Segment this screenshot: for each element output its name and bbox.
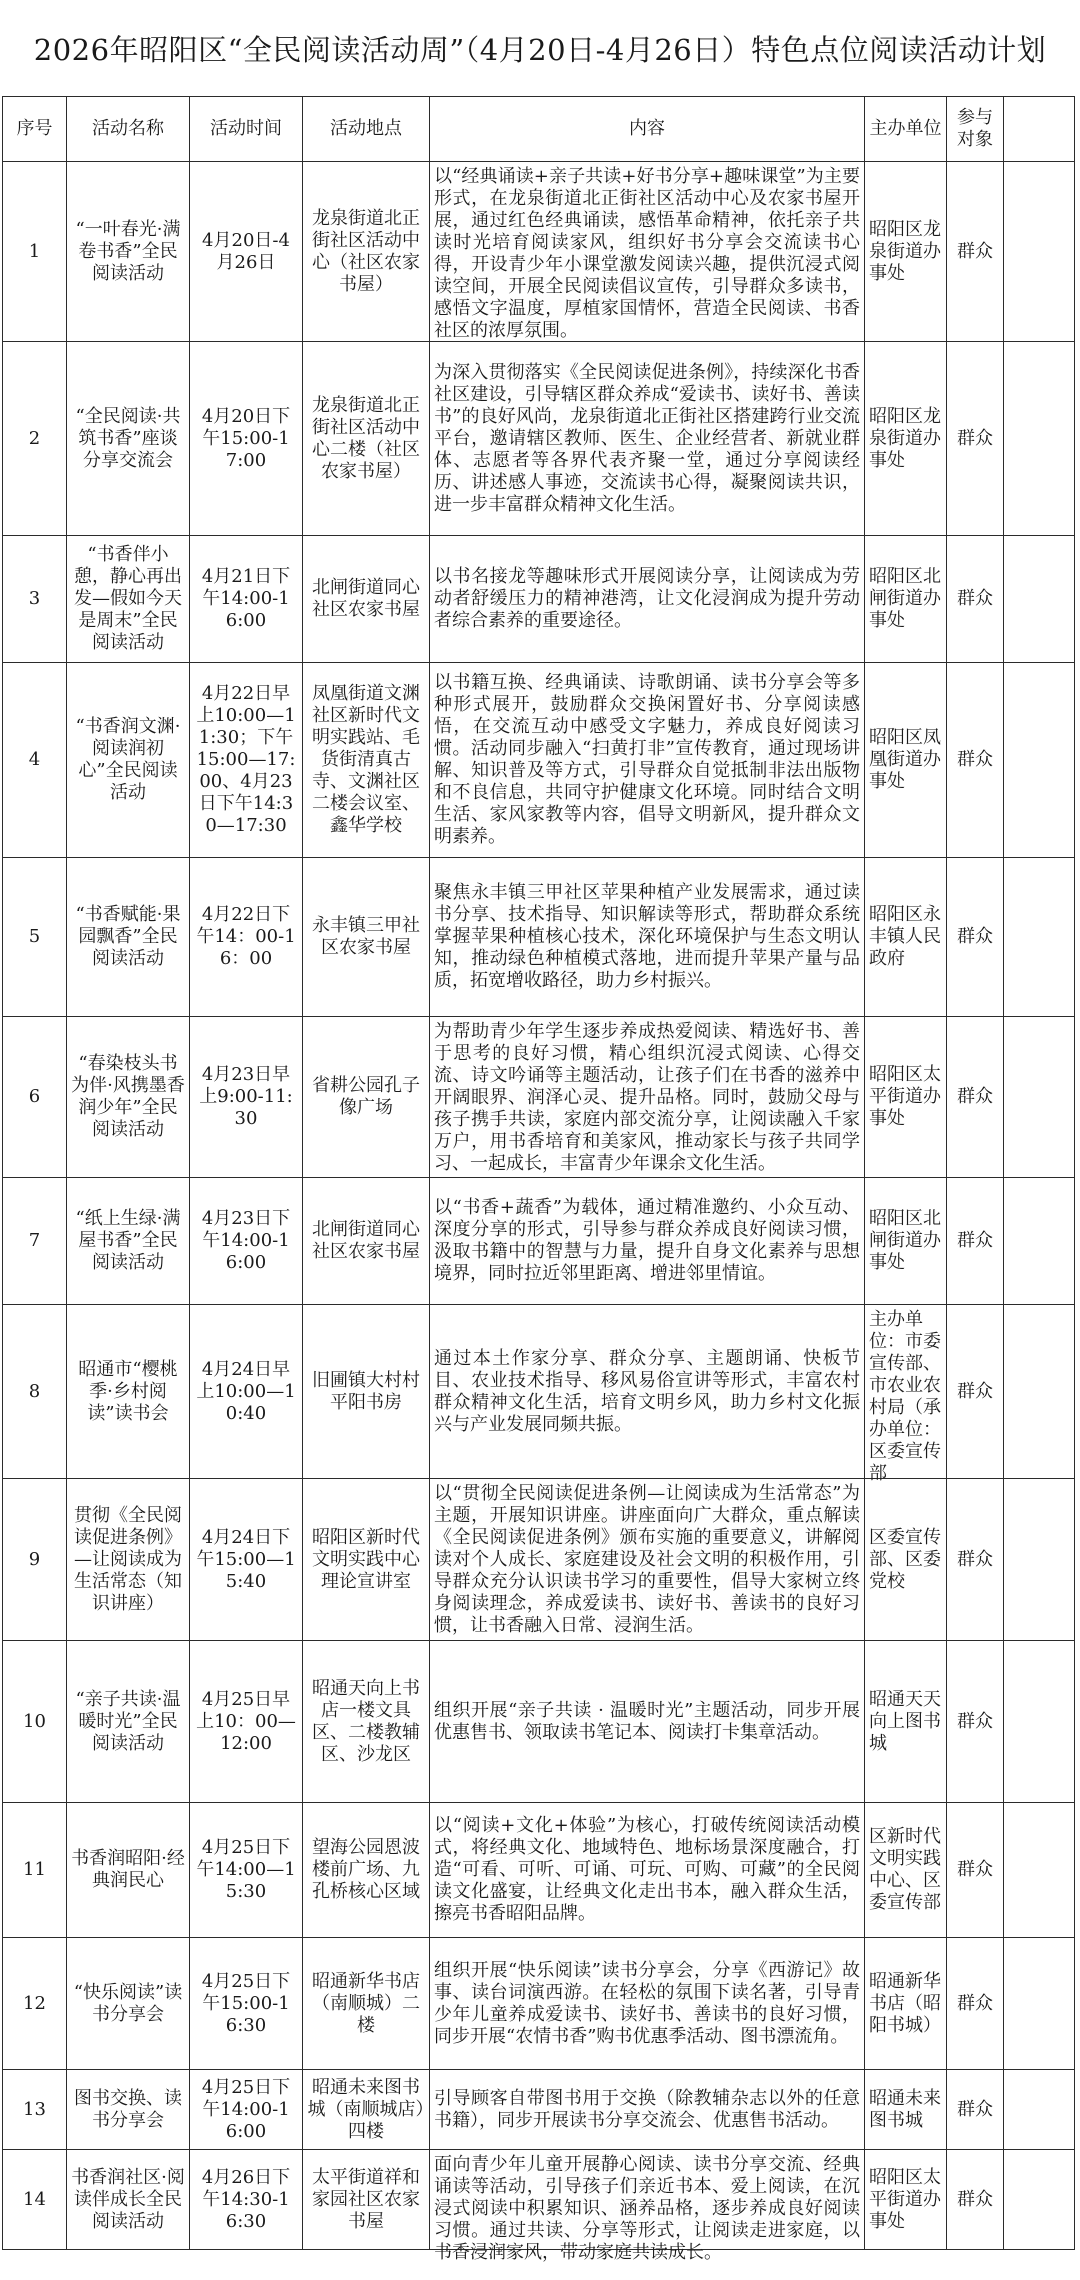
activity-place-cell <box>303 1641 430 1803</box>
audience: 群众 <box>957 926 993 947</box>
header-blank-column <box>1004 97 1075 162</box>
header-row <box>3 97 1075 162</box>
activity-name: “一叶春光·满卷书香”全民阅读活动 <box>75 218 181 284</box>
activity-time-cell <box>190 1305 303 1479</box>
host-unit: 昭阳区凤凰街道办事处 <box>869 727 941 792</box>
audience: 群众 <box>957 749 993 770</box>
activity-content: 为帮助青少年学生逐步养成热爱阅读、精选好书、善于思考的良好习惯，精心组织沉浸式阅读、心得交流、诗文吟诵等主题活动，让孩子们在书香的滋养中开阔眼界、润泽心灵、提升品格。同时，鼓励父母与孩子携手共读，家庭内部交流分享，让阅读融入千家万户，用书香培育和美家风，推动家长与孩子共同学习、一起成长，丰富青少年课余文化生活。 <box>434 1020 860 1174</box>
blank-column-cell <box>1004 858 1075 1017</box>
activity-place-cell <box>303 1479 430 1641</box>
host-unit: 主办单位：市委宣传部、市农业农村局（承办单位：区委宣传部 <box>869 1308 941 1484</box>
audience: 群众 <box>957 1380 993 1402</box>
row-number-cell <box>3 536 67 663</box>
host-unit-cell <box>865 2150 947 2250</box>
activity-content-cell <box>430 858 865 1017</box>
header-place: 活动地点 <box>303 97 430 162</box>
activity-place-cell <box>303 1305 430 1479</box>
activity-time: 4月21日下午14:00-16:00 <box>201 566 291 631</box>
audience: 群众 <box>957 1548 993 1570</box>
activity-name-cell <box>67 1305 190 1479</box>
activity-content: 面向青少年儿童开展静心阅读、读书分享交流、经典诵读等活动，引导孩子们亲近书本、爱上阅读，在沉浸式阅读中积累知识、涵养品格，逐步养成良好阅读习惯。通过共读、分享等形式，让阅读走进家庭，以书香浸润家风，带动家庭共读成长。 <box>434 2153 860 2263</box>
row-number: 2 <box>28 427 41 449</box>
audience-cell <box>947 342 1004 536</box>
table-row <box>3 1803 1075 1938</box>
audience-cell <box>947 1178 1004 1305</box>
activity-name-cell <box>67 1017 190 1178</box>
activity-place: 凤凰街道文渊社区新时代文明实践站、毛货街清真古寺、文渊社区二楼会议室、鑫华学校 <box>312 683 420 836</box>
blank-column-cell <box>1004 1479 1075 1641</box>
row-number-cell <box>3 663 67 858</box>
activity-content: 以书籍互换、经典诵读、诗歌朗诵、读书分享会等多种形式展开，鼓励群众交换闲置好书、分享阅读感悟，在交流互动中感受文字魅力，养成良好阅读习惯。活动同步融入“扫黄打非”宣传教育，通过现场讲解、知识普及等方式，引导群众自觉抵制非法出版物和不良信息，共同守护健康文化环境。同时结合文明生活、家风家教等内容，倡导文明新风，提升群众文明素养。 <box>434 672 860 847</box>
header-content: 内容 <box>430 97 865 162</box>
blank-column-cell <box>1004 2070 1075 2150</box>
row-number: 13 <box>23 2098 46 2120</box>
activity-place: 北闸街道同心社区农家书屋 <box>312 577 420 620</box>
blank-column-cell <box>1004 663 1075 858</box>
activity-time-cell <box>190 1938 303 2070</box>
activity-place: 龙泉街道北正街社区活动中心（社区农家书屋） <box>312 207 420 295</box>
host-unit-cell <box>865 1479 947 1641</box>
activity-time: 4月24日下午15:00—15:40 <box>196 1526 296 1592</box>
activity-time-cell <box>190 536 303 663</box>
audience: 群众 <box>957 2188 993 2210</box>
activity-name-cell <box>67 1803 190 1938</box>
host-unit: 昭阳区太平街道办事处 <box>869 2166 941 2232</box>
activity-content: 组织开展“亲子共读 · 温暖时光”主题活动，同步开展优惠售书、领取读书笔记本、阅读打卡集章活动。 <box>434 1699 860 1743</box>
activity-name: 书香润社区·阅读伴成长全民阅读活动 <box>71 2166 185 2232</box>
activity-content-cell <box>430 1017 865 1178</box>
activity-name-cell <box>67 162 190 342</box>
row-number-cell <box>3 1938 67 2070</box>
audience-cell <box>947 1017 1004 1178</box>
activity-name: 书香润昭阳·经典润民心 <box>71 1848 185 1891</box>
host-unit: 昭阳区龙泉街道办事处 <box>869 405 941 471</box>
host-unit: 区委宣传部、区委党校 <box>869 1526 941 1592</box>
row-number: 9 <box>28 1548 41 1570</box>
host-unit: 昭阳区龙泉街道办事处 <box>869 218 941 284</box>
table-row <box>3 663 1075 858</box>
row-number: 10 <box>23 1710 46 1732</box>
activity-name-cell <box>67 1178 190 1305</box>
activity-content-cell <box>430 1803 865 1938</box>
activity-place-cell <box>303 663 430 858</box>
activity-content: 以“经典诵读+亲子共读+好书分享+趣味课堂”为主要形式，在龙泉街道北正街社区活动中心及农家书屋开展，通过红色经典诵读，感悟革命精神，依托亲子共读时光培育阅读家风，组织好书分享会交流读书心得，开设青少年小课堂激发阅读兴趣，提供沉浸式阅读空间，开展全民阅读倡议宣传，引导群众多读书，感悟文字温度，厚植家国情怀，营造全民阅读、书香社区的浓厚氛围。 <box>434 165 860 341</box>
activity-time-cell <box>190 1017 303 1178</box>
activity-place: 北闸街道同心社区农家书屋 <box>312 1219 420 1262</box>
audience-cell <box>947 1803 1004 1938</box>
host-unit: 昭阳区太平街道办事处 <box>869 1064 941 1129</box>
host-unit-cell <box>865 2070 947 2150</box>
activity-name: “春染枝头书为伴·风携墨香润少年”全民阅读活动 <box>71 1053 185 1140</box>
activity-time-cell <box>190 663 303 858</box>
activity-place: 昭通新华书店（南顺城）二楼 <box>312 1970 420 2036</box>
activity-content-cell <box>430 663 865 858</box>
table-row <box>3 1017 1075 1178</box>
activity-content: 组织开展“快乐阅读”读书分享会，分享《西游记》故事、读台词演西游。在轻松的氛围下读名著，引导青少年儿童养成爱读书、读好书、善读书的良好习惯，同步开展“农情书香”购书优惠季活动、图书漂流角。 <box>434 1959 860 2047</box>
activity-name: “全民阅读·共筑书香”座谈分享交流会 <box>75 405 181 471</box>
row-number: 14 <box>23 2188 46 2210</box>
blank-column-cell <box>1004 342 1075 536</box>
activity-time: 4月22日早上10:00—11:30；下午15:00—17:00、4月23日下午14:30—17:30 <box>196 683 296 836</box>
activity-content: 聚焦永丰镇三甲社区苹果种植产业发展需求，通过读书分享、技术指导、知识解读等形式，帮助群众系统掌握苹果种植核心技术，深化环境保护与生态文明认知，推动绿色种植模式落地，进而提升苹果产量与品质，拓宽增收路径，助力乡村振兴。 <box>434 882 860 991</box>
table-body <box>3 162 1075 2263</box>
row-number: 4 <box>28 749 41 770</box>
activity-content-cell <box>430 2150 865 2263</box>
row-number-cell <box>3 1641 67 1803</box>
activity-time: 4月20日-4月26日 <box>202 229 290 273</box>
header-no: 序号 <box>3 97 67 162</box>
audience-cell <box>947 1641 1004 1803</box>
row-number-cell <box>3 1178 67 1305</box>
blank-column-cell <box>1004 2150 1075 2250</box>
activity-place-cell <box>303 1803 430 1938</box>
host-unit-cell <box>865 1017 947 1178</box>
row-number-cell <box>3 342 67 536</box>
row-number: 5 <box>28 926 41 947</box>
audience: 群众 <box>957 2098 993 2120</box>
activity-name: “书香伴小憩，静心再出发—假如今天是周末”全民阅读活动 <box>74 544 182 653</box>
activity-content: 引导顾客自带图书用于交换（除教辅杂志以外的任意书籍），同步开展读书分享交流会、优惠售书活动。 <box>434 2087 860 2131</box>
audience-cell <box>947 1305 1004 1479</box>
activity-place: 太平街道祥和家园社区农家书屋 <box>312 2166 420 2232</box>
activity-name-cell <box>67 858 190 1017</box>
header-host: 主办单位 <box>865 97 947 162</box>
activity-time: 4月24日早上10:00—10:40 <box>196 1358 296 1424</box>
host-unit-cell <box>865 1641 947 1803</box>
activity-place: 望海公园恩波楼前广场、九孔桥核心区域 <box>312 1837 420 1902</box>
row-number-cell <box>3 1017 67 1178</box>
table-row <box>3 858 1075 1017</box>
activity-place-cell <box>303 162 430 342</box>
audience: 群众 <box>957 1230 993 1251</box>
row-number-cell <box>3 1803 67 1938</box>
activity-time-cell <box>190 1803 303 1938</box>
host-unit: 昭阳区北闸街道办事处 <box>869 1208 941 1273</box>
audience: 群众 <box>957 240 993 262</box>
activity-content-cell <box>430 1938 865 2070</box>
activity-time-cell <box>190 2070 303 2150</box>
row-number: 1 <box>28 240 41 262</box>
host-unit-cell <box>865 858 947 1017</box>
activity-content: 为深入贯彻落实《全民阅读促进条例》，持续深化书香社区建设，引导辖区群众养成“爱读书、读好书、善读书”的良好风尚，龙泉街道北正街社区搭建跨行业交流平台，邀请辖区教师、医生、企业经营者、新就业群体、志愿者等各界代表齐聚一堂，通过分享阅读经历、讲述感人事迹，交流读书心得，凝聚阅读共识，进一步丰富群众精神文化生活。 <box>434 361 860 515</box>
host-unit: 区新时代文明实践中心、区委宣传部 <box>869 1826 941 1913</box>
activity-time-cell <box>190 2150 303 2250</box>
row-number-cell <box>3 858 67 1017</box>
header-audience: 参与对象 <box>947 97 1004 162</box>
activity-place-cell <box>303 2070 430 2150</box>
row-number-cell <box>3 1479 67 1641</box>
host-unit-cell <box>865 1803 947 1938</box>
audience-cell <box>947 1938 1004 2070</box>
activity-time-cell <box>190 1479 303 1641</box>
row-number: 11 <box>23 1859 46 1880</box>
row-number: 12 <box>23 1992 46 2014</box>
activity-place-cell <box>303 536 430 663</box>
blank-column-cell <box>1004 1938 1075 2070</box>
host-unit: 昭通未来图书城 <box>869 2087 941 2131</box>
activity-time: 4月26日下午14:30-16:30 <box>201 2166 291 2232</box>
row-number: 3 <box>28 588 41 609</box>
activity-content: 通过本土作家分享、群众分享、主题朗诵、快板节目、农业技术指导、移风易俗宣讲等形式，丰富农村群众精神文化生活，培育文明乡风，助力乡村文化振兴与产业发展同频共振。 <box>434 1347 860 1435</box>
blank-column-cell <box>1004 1803 1075 1938</box>
table-row <box>3 2150 1075 2250</box>
activity-time: 4月22日下午14：00-16：00 <box>196 904 296 969</box>
activity-time-cell <box>190 1178 303 1305</box>
table-row <box>3 162 1075 342</box>
row-number-cell <box>3 2070 67 2150</box>
activity-content-cell <box>430 162 865 342</box>
audience: 群众 <box>957 1710 993 1732</box>
row-number: 8 <box>28 1380 41 1402</box>
audience-cell <box>947 2070 1004 2150</box>
audience: 群众 <box>957 1086 993 1107</box>
activity-content-cell <box>430 1641 865 1803</box>
activity-place: 旧圃镇大村村平阳书房 <box>312 1369 420 1413</box>
activity-place-cell <box>303 1017 430 1178</box>
activity-content-cell <box>430 1479 865 1641</box>
activity-time: 4月25日早上10：00—12:00 <box>196 1688 296 1754</box>
activity-time-cell <box>190 858 303 1017</box>
activity-content-cell <box>430 342 865 536</box>
activity-place: 昭通天向上书店一楼文具区、二楼教辅区、沙龙区 <box>312 1677 420 1765</box>
activity-name: “书香赋能·果园飘香”全民阅读活动 <box>75 904 181 969</box>
activity-name: “快乐阅读”读书分享会 <box>73 1981 183 2025</box>
activity-place-cell <box>303 1938 430 2070</box>
audience-cell <box>947 663 1004 858</box>
activity-time-cell <box>190 162 303 342</box>
table-row <box>3 1305 1075 1479</box>
row-number-cell <box>3 162 67 342</box>
activity-place: 省耕公园孔子像广场 <box>312 1075 420 1118</box>
activity-name-cell <box>67 1479 190 1641</box>
activity-content: 以“阅读+文化+体验”为核心，打破传统阅读活动模式，将经典文化、地域特色、地标场景深度融合，打造“可看、可听、可诵、可玩、可购、可藏”的全民阅读文化盛宴，让经典文化走出书本，融入群众生活，擦亮书香昭阳品牌。 <box>434 1815 860 1924</box>
host-unit-cell <box>865 162 947 342</box>
activity-content: 以“书香+蔬香”为载体，通过精准邀约、小众互动、深度分享的形式，引导参与群众养成良好阅读习惯，汲取书籍中的智慧与力量，提升自身文化素养与思想境界，同时拉近邻里距离、增进邻里情谊。 <box>434 1197 860 1284</box>
audience: 群众 <box>957 1859 993 1880</box>
activity-name: 图书交换、读书分享会 <box>74 2087 182 2131</box>
audience: 群众 <box>957 1992 993 2014</box>
host-unit: 昭阳区永丰镇人民政府 <box>869 904 941 969</box>
table-row <box>3 1938 1075 2070</box>
activity-time: 4月23日早上9:00-11:30 <box>199 1064 293 1129</box>
row-number-cell <box>3 1305 67 1479</box>
host-unit-cell <box>865 1938 947 2070</box>
table-row <box>3 2070 1075 2150</box>
activity-name: “书香润文渊·阅读润初心”全民阅读活动 <box>75 716 181 803</box>
activity-content-cell <box>430 536 865 663</box>
activity-name-cell <box>67 2070 190 2150</box>
blank-column-cell <box>1004 1641 1075 1803</box>
activity-place-cell <box>303 342 430 536</box>
host-unit: 昭通天天向上图书城 <box>869 1688 941 1754</box>
activity-place-cell <box>303 858 430 1017</box>
host-unit-cell <box>865 342 947 536</box>
blank-column-cell <box>1004 1305 1075 1479</box>
activity-content: 以书名接龙等趣味形式开展阅读分享，让阅读成为劳动者舒缓压力的精神港湾，让文化浸润成为提升劳动者综合素养的重要途径。 <box>434 566 860 631</box>
header-name: 活动名称 <box>67 97 190 162</box>
activity-time: 4月23日下午14:00-16:00 <box>201 1208 291 1273</box>
blank-column-cell <box>1004 1017 1075 1178</box>
blank-column-cell <box>1004 162 1075 342</box>
activity-name-cell <box>67 2150 190 2250</box>
activity-time: 4月25日下午14:00-16:00 <box>201 2076 291 2142</box>
activity-place: 昭阳区新时代文明实践中心理论宣讲室 <box>312 1526 420 1592</box>
audience-cell <box>947 162 1004 342</box>
activity-place-cell <box>303 1178 430 1305</box>
activity-content-cell <box>430 1305 865 1479</box>
row-number: 7 <box>28 1230 41 1251</box>
blank-column-cell <box>1004 536 1075 663</box>
activity-name: 贯彻《全民阅读促进条例》—让阅读成为生活常态（知识讲座） <box>74 1504 182 1614</box>
table-row <box>3 536 1075 663</box>
activity-time-cell <box>190 1641 303 1803</box>
activity-time-cell <box>190 342 303 536</box>
activity-place-cell <box>303 2150 430 2250</box>
table-row <box>3 1479 1075 1641</box>
audience-cell <box>947 1479 1004 1641</box>
row-number: 6 <box>28 1086 41 1107</box>
audience: 群众 <box>957 427 993 449</box>
audience-cell <box>947 536 1004 663</box>
activity-name: “纸上生绿·满屋书香”全民阅读活动 <box>75 1208 181 1273</box>
host-unit-cell <box>865 1305 947 1484</box>
activity-time: 4月25日下午15:00-16:30 <box>201 1970 291 2036</box>
row-number-cell <box>3 2150 67 2250</box>
table-row <box>3 1178 1075 1305</box>
audience-cell <box>947 858 1004 1017</box>
activity-name-cell <box>67 663 190 858</box>
activity-name: 昭通市“樱桃季·乡村阅读”读书会 <box>78 1358 178 1424</box>
activity-name: “亲子共读·温暖时光”全民阅读活动 <box>75 1688 181 1754</box>
host-unit: 昭阳区北闸街道办事处 <box>869 566 941 631</box>
activity-place: 昭通未来图书城（南顺城店）四楼 <box>307 2076 425 2142</box>
activity-place: 永丰镇三甲社区农家书屋 <box>312 915 420 958</box>
host-unit-cell <box>865 663 947 858</box>
activity-place: 龙泉街道北正街社区活动中心二楼（社区农家书屋） <box>312 394 420 482</box>
table-row <box>3 1641 1075 1803</box>
activity-content: 以“贯彻全民阅读促进条例—让阅读成为生活常态”为主题，开展知识讲座。讲座面向广大群众，重点解读《全民阅读促进条例》颁布实施的重要意义，讲解阅读对个人成长、家庭建设及社会文明的积极作用，引导群众充分认识读书学习的重要性，倡导大家树立终身阅读理念，养成爱读书、读好书、善读书的良好习惯，让书香融入日常、浸润生活。 <box>434 1482 860 1636</box>
activity-time: 4月25日下午14:00—15:30 <box>196 1837 296 1902</box>
activity-content-cell <box>430 1178 865 1305</box>
activity-content-cell <box>430 2070 865 2150</box>
document-title: 2026年昭阳区“全民阅读活动周”（4月20日-4月26日）特色点位阅读活动计划 <box>33 32 1047 67</box>
activity-name-cell <box>67 342 190 536</box>
host-unit-cell <box>865 1178 947 1305</box>
activity-name-cell <box>67 1641 190 1803</box>
host-unit-cell <box>865 536 947 663</box>
blank-column-cell <box>1004 1178 1075 1305</box>
header-time: 活动时间 <box>190 97 303 162</box>
activity-time: 4月20日下午15:00-17:00 <box>201 405 291 471</box>
table-row <box>3 342 1075 536</box>
audience-cell <box>947 2150 1004 2250</box>
host-unit: 昭通新华书店（昭阳书城） <box>869 1970 941 2036</box>
activity-plan-table <box>2 96 1075 2263</box>
activity-name-cell <box>67 536 190 663</box>
activity-name-cell <box>67 1938 190 2070</box>
audience: 群众 <box>957 588 993 609</box>
